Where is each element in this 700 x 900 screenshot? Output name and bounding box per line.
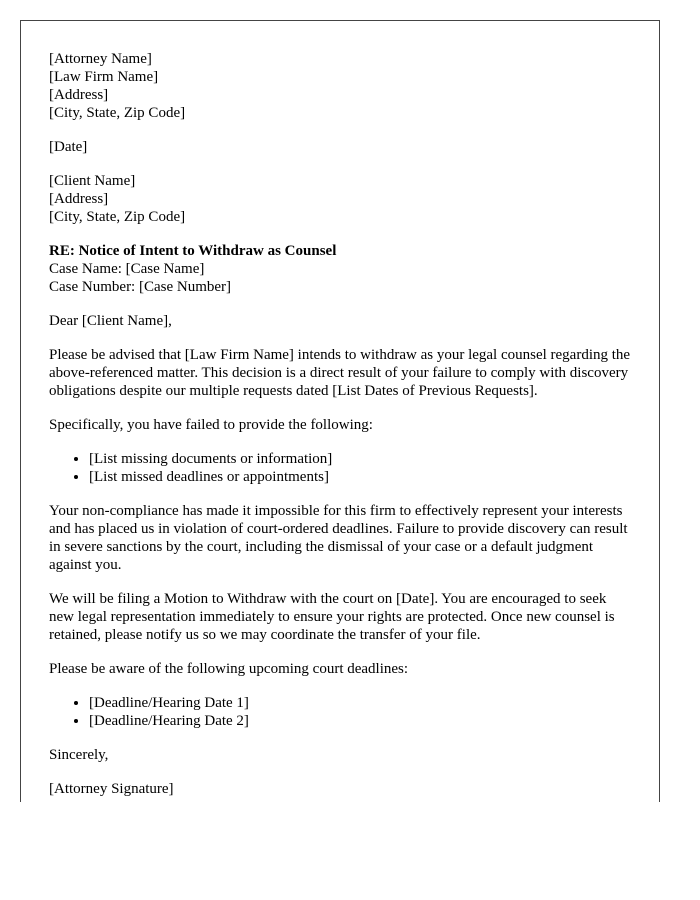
list-item: • [List missing documents or information]	[89, 450, 633, 468]
deadlines-list	[49, 694, 633, 730]
letter-page	[20, 20, 660, 802]
salutation: Dear [Client Name],	[49, 313, 172, 329]
subject-line: RE: Notice of Intent to Withdraw as Counsel	[49, 243, 337, 259]
paragraph-consequences: Your non-compliance has made it impossible for this firm to effectively represent your interests and has placed us in violation of court-ordered deadlines. Failure to provide discovery can result in severe sanctions by the court, including the dismissal of your case or a default judgment against you.	[49, 503, 628, 573]
date-block	[49, 138, 633, 156]
failures-list	[49, 450, 633, 486]
subject-block	[49, 242, 633, 296]
paragraph-failures-intro: Specifically, you have failed to provide the following:	[49, 417, 373, 433]
recipient-block	[49, 172, 633, 226]
recipient-name: [Client Name]	[49, 173, 136, 189]
sender-firm: [Law Firm Name]	[49, 69, 159, 85]
recipient-address: [Address]	[49, 191, 109, 207]
letter-body	[49, 50, 633, 802]
sender-city: [City, State, Zip Code]	[49, 105, 186, 121]
paragraph-motion: We will be filing a Motion to Withdraw with the court on [Date]. You are encouraged to seek new legal representation immediately to ensure your rights are protected. Once new counsel is retained, please notify us so we may coordinate the transfer of your file.	[49, 591, 615, 643]
letter-date: [Date]	[49, 139, 88, 155]
paragraph-withdrawal-notice: Please be advised that [Law Firm Name] intends to withdraw as your legal counsel regarding the above-referenced matter. This decision is a direct result of your failure to comply with discovery obligations despite our multiple requests dated [List Dates of Previous Requests].	[49, 347, 631, 399]
sender-address: [Address]	[49, 87, 109, 103]
case-number: Case Number: [Case Number]	[49, 279, 232, 295]
closing: Sincerely,	[49, 747, 109, 763]
recipient-city: [City, State, Zip Code]	[49, 209, 186, 225]
paragraph-deadlines-intro: Please be aware of the following upcoming court deadlines:	[49, 661, 409, 677]
list-item: • [Deadline/Hearing Date 2]	[89, 712, 633, 730]
sender-name: [Attorney Name]	[49, 51, 152, 67]
list-item: • [Deadline/Hearing Date 1]	[89, 694, 633, 712]
case-name: Case Name: [Case Name]	[49, 261, 205, 277]
list-item: • [List missed deadlines or appointments]	[89, 468, 633, 486]
signature: [Attorney Signature]	[49, 781, 174, 797]
sender-block	[49, 50, 633, 122]
